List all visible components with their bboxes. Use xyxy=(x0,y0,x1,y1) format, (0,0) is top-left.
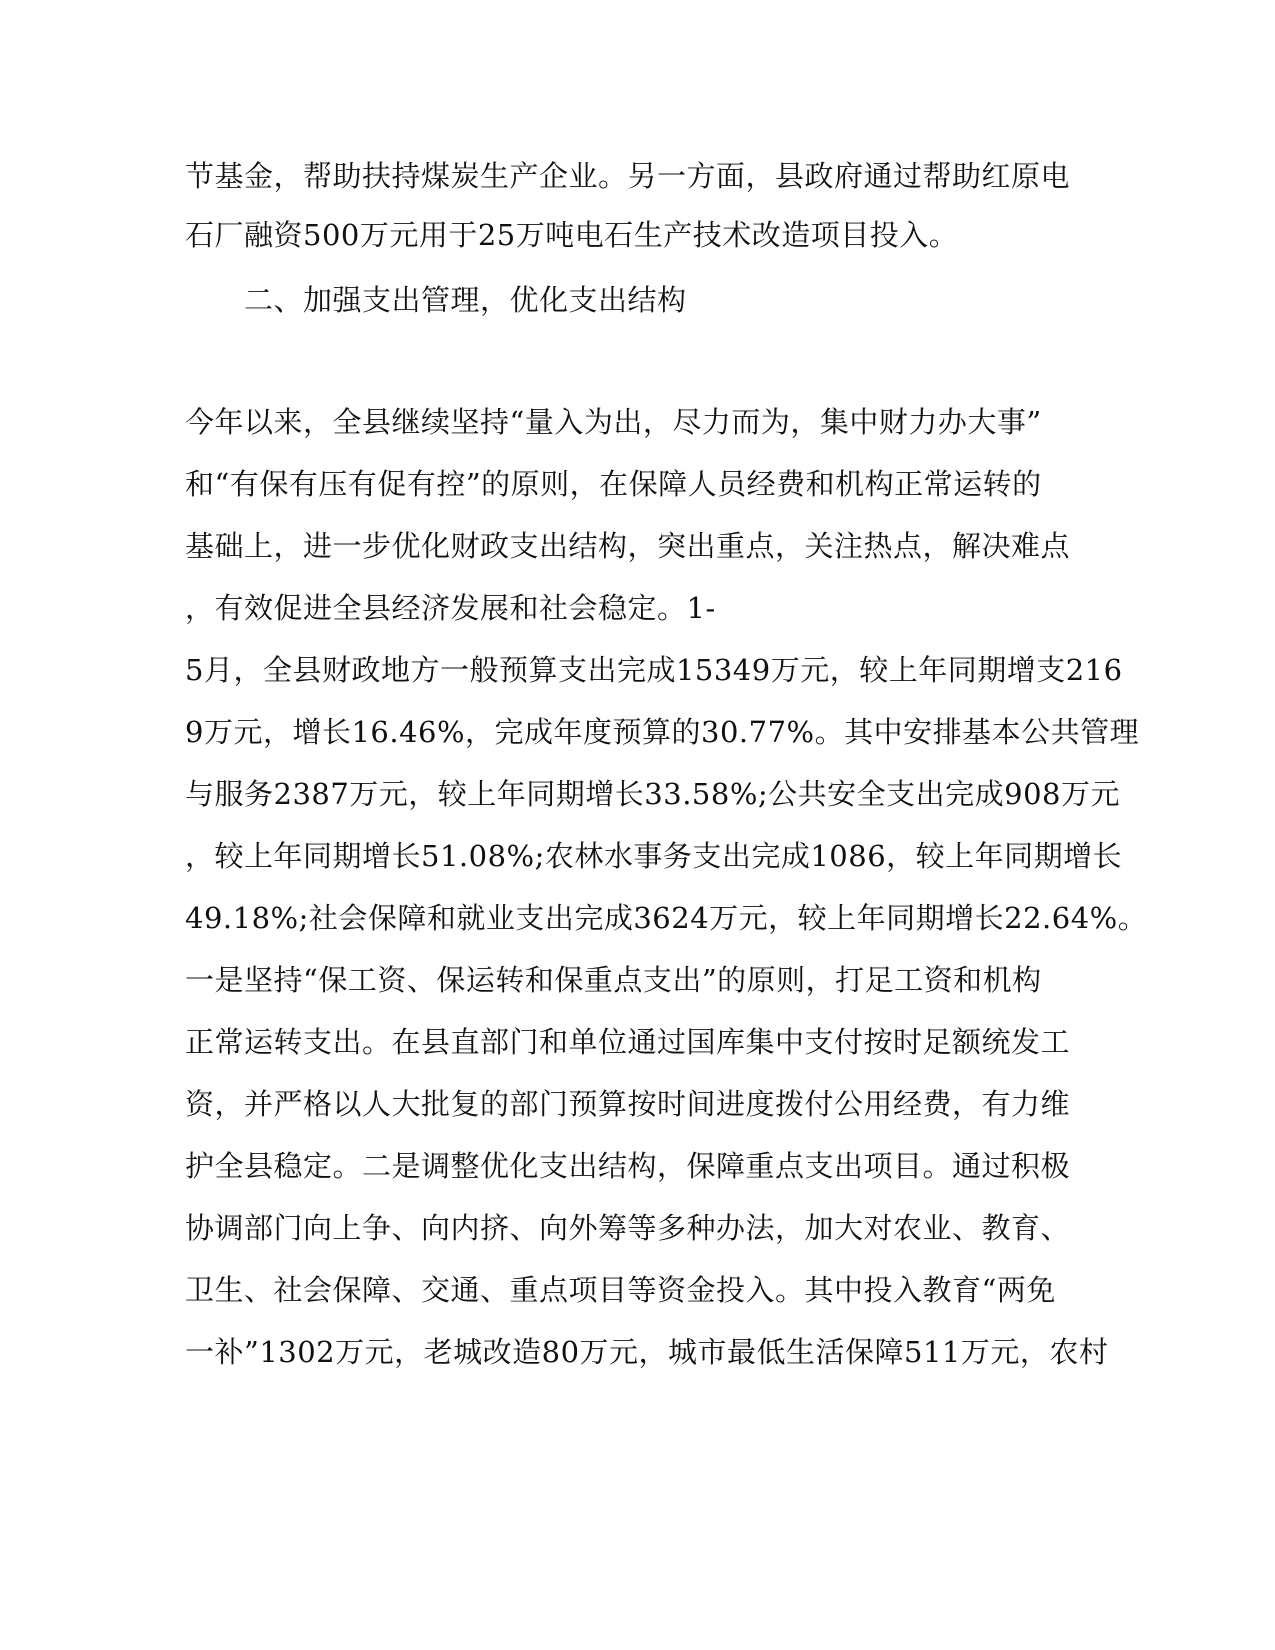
text-line-9: 9万元，增长16.46%，完成年度预算的30.77%。其中安排基本公共管理 xyxy=(185,715,1140,749)
text-line-8: 5月，全县财政地方一般预算支出完成15349万元，较上年同期增支216 xyxy=(185,653,1123,687)
text-line-1: 节基金，帮助扶持煤炭生产企业。另一方面，县政府通过帮助红原电 xyxy=(185,159,1071,193)
text-line-14: 正常运转支出。在县直部门和单位通过国库集中支付按时足额统发工 xyxy=(185,1025,1071,1059)
text-line-5: 和“有保有压有促有控”的原则，在保障人员经费和机构正常运转的 xyxy=(185,467,1042,501)
text-line-10: 与服务2387万元，较上年同期增长33.58%;公共安全支出完成908万元 xyxy=(185,777,1121,811)
text-line-16: 护全县稳定。二是调整优化支出结构，保障重点支出项目。通过积极 xyxy=(185,1149,1071,1183)
text-line-2: 石厂融资500万元用于25万吨电石生产技术改造项目投入。 xyxy=(185,218,959,252)
text-line-13: 一是坚持“保工资、保运转和保重点支出”的原则，打足工资和机构 xyxy=(185,963,1042,997)
text-line-19: 一补”1302万元，老城改造80万元，城市最低生活保障511万元，农村 xyxy=(185,1335,1109,1369)
text-line-6: 基础上，进一步优化财政支出结构，突出重点，关注热点，解决难点 xyxy=(185,529,1071,563)
text-line-7: ，有效促进全县经济发展和社会稳定。1- xyxy=(185,591,716,625)
text-line-18: 卫生、社会保障、交通、重点项目等资金投入。其中投入教育“两免 xyxy=(185,1273,1056,1307)
text-line-12: 49.18%;社会保障和就业支出完成3624万元，较上年同期增长22.64%。 xyxy=(185,901,1148,935)
text-line-4: 今年以来，全县继续坚持“量入为出，尽力而为，集中财力办大事” xyxy=(185,405,1042,439)
text-line-15: 资，并严格以人大批复的部门预算按时间进度拨付公用经费，有力维 xyxy=(185,1087,1071,1121)
section-heading: 二、加强支出管理，优化支出结构 xyxy=(244,283,687,317)
text-line-11: ，较上年同期增长51.08%;农林水事务支出完成1086，较上年同期增长 xyxy=(185,839,1123,873)
text-line-17: 协调部门向上争、向内挤、向外筹等多种办法，加大对农业、教育、 xyxy=(185,1211,1071,1245)
